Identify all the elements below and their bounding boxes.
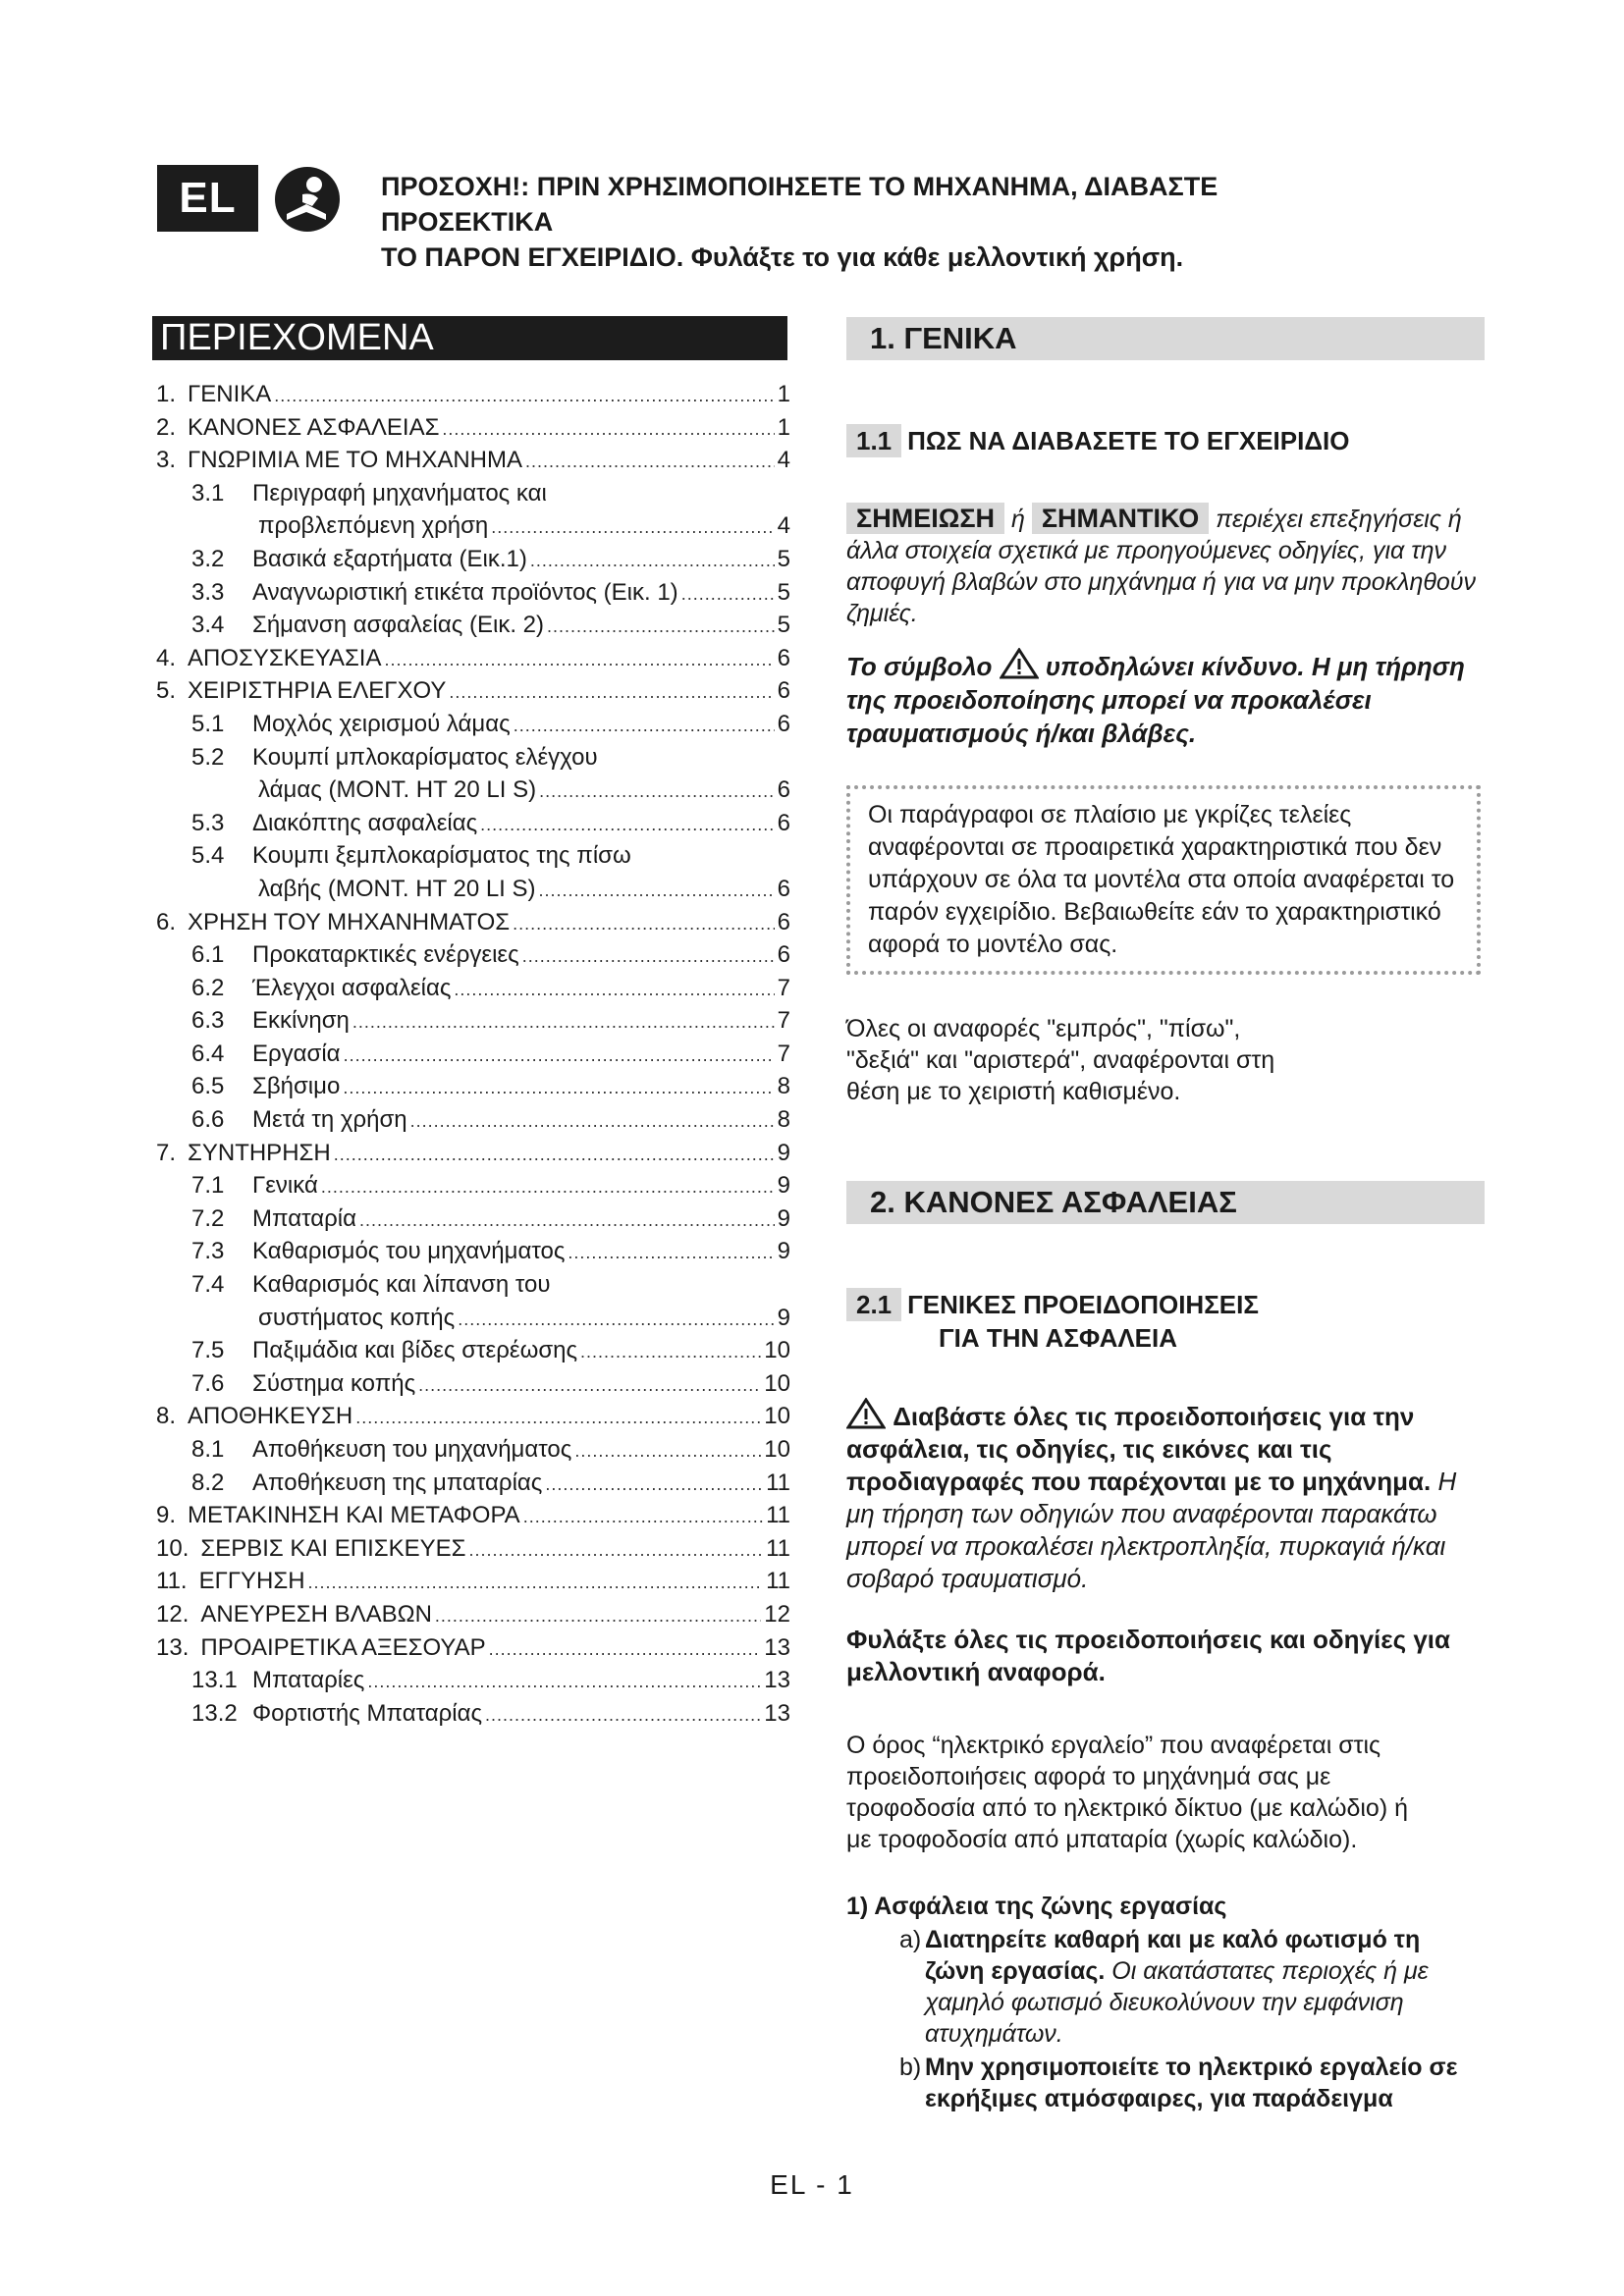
- section-1-title: 1. ΓΕΝΙΚΑ: [846, 317, 1485, 360]
- toc-entry[interactable]: [152, 1140, 790, 1173]
- toc-leader-dots: [681, 584, 775, 605]
- toc-entry-title: Προκαταρκτικές ενέργειες: [252, 941, 519, 969]
- toc-entry[interactable]: [152, 711, 790, 744]
- item-a: [846, 1924, 1485, 2050]
- toc-entry-page: 6: [777, 644, 790, 671]
- toc-entry[interactable]: [152, 1469, 790, 1503]
- toc-entry-text: [258, 1305, 455, 1332]
- toc-entry-page: 6: [777, 710, 790, 737]
- toc-entry-number: 5.3: [191, 809, 225, 836]
- toc-entry-number: 3.4: [191, 612, 225, 639]
- toc-entry-title: Κουμπι ξεμπλοκαρίσματος της πίσω: [252, 842, 631, 870]
- toc-entry-title: Μπαταρία: [252, 1204, 356, 1232]
- toc-entry-title: ΓΕΝΙΚΑ: [188, 381, 272, 407]
- toc-entry[interactable]: [152, 1305, 790, 1338]
- toc-leader-dots: [442, 419, 774, 440]
- subsection-number: 1.1: [846, 424, 901, 457]
- toc-entry-text: [156, 1140, 331, 1167]
- toc-entry-page: 6: [777, 776, 790, 804]
- toc-entry-text: [191, 810, 477, 837]
- toc-entry-title: Καθαρισμός και λίπανση του: [252, 1271, 551, 1299]
- warning-triangle-icon: [846, 1398, 886, 1429]
- toc-entry-text: [191, 1469, 542, 1497]
- toc-entry-number: 9.: [156, 1502, 177, 1529]
- subsection-1-1-heading: [846, 424, 1485, 457]
- toc-leader-dots: [522, 946, 775, 967]
- toc-entry-text: [156, 909, 510, 936]
- toc-leader-dots: [359, 1210, 775, 1231]
- toc-leader-dots: [485, 1705, 761, 1726]
- item-a-label: a): [899, 1926, 922, 1953]
- toc-entry-title: Έλεγχοι ασφαλείας: [252, 974, 452, 1001]
- toc-entry[interactable]: [152, 776, 790, 810]
- toc-leader-dots: [418, 1375, 761, 1396]
- toc-entry-title: ΣΕΡΒΙΣ ΚΑΙ ΕΠΙΣΚΕΥΕΣ: [200, 1534, 466, 1562]
- subsection-title-line1: ΓΕΝΙΚΕΣ ΠΡΟΕΙΔΟΠΟΙΗΣΕΙΣ: [907, 1290, 1259, 1319]
- toc-entry-page: 1: [777, 413, 790, 441]
- toc-entry-title: ΑΠΟΣΥΣΚΕΥΑΣΙΑ: [188, 644, 382, 671]
- toc-entry-title: Αποθήκευση του μηχανήματος: [252, 1436, 572, 1463]
- item-a-body: [925, 1924, 1485, 2050]
- toc-entry-page: 10: [764, 1337, 790, 1364]
- term-paragraph: Ο όρος “ηλεκτρικό εργαλείο” που αναφέρεται στις προειδοποιήσεις αφορά το μηχάνημά σας με τροφοδοσία από το ηλεκτρικό δίκτυο (με καλώδιο) ή με τροφοδοσία από μπαταρία (χωρίς καλώδιο).: [846, 1732, 1409, 1853]
- toc-entry-number: 8.1: [191, 1436, 225, 1463]
- toc-entry-text: [156, 677, 446, 705]
- toc-entry-page: 8: [777, 1106, 790, 1134]
- toc-entry-text: [258, 876, 536, 903]
- item-1-title: 1) Ασφάλεια της ζώνης εργασίας: [846, 1893, 1227, 1920]
- toc-entry-title: ΑΝΕΥΡΕΣΗ ΒΛΑΒΩΝ: [200, 1600, 432, 1628]
- optional-features-box-wrap: [846, 785, 1485, 975]
- toc-entry[interactable]: [152, 414, 790, 448]
- toc-entry-text: [191, 612, 544, 639]
- toc-entry-text: [191, 1106, 407, 1134]
- toc-entry[interactable]: [152, 579, 790, 613]
- toc-entry-page: 4: [777, 447, 790, 474]
- toc-entry-text: [156, 414, 439, 442]
- toc-entry-title: Μπαταρίες: [252, 1667, 365, 1694]
- note-label: ΣΗΜΕΙΩΣΗ: [846, 503, 1004, 534]
- toc-entry-text: [156, 1502, 520, 1529]
- toc-entry-page: 4: [777, 512, 790, 540]
- toc-entry[interactable]: [152, 1634, 790, 1668]
- toc-entry-page: 11: [766, 1502, 790, 1529]
- toc-entry-page: 11: [766, 1568, 790, 1595]
- symbol-post-text: υποδηλώνει κίνδυνο. Η μη τήρηση της προειδοποίησης μπορεί να προκαλέσει τραυματισμούς ή/και βλάβες.: [846, 652, 1465, 748]
- page-number: EL - 1: [770, 2169, 854, 2200]
- toc-entry-title: λαβής (ΜΟΝΤ. HT 20 LI S): [258, 875, 536, 902]
- toc-entry-text: [156, 645, 381, 672]
- toc-leader-dots: [568, 1243, 774, 1263]
- toc-entry-number: 3.2: [191, 545, 225, 572]
- toc-entry-page: 5: [777, 612, 790, 639]
- toc-entry-text: [156, 1601, 432, 1629]
- symbol-pre-text: Το σύμβολο: [846, 652, 993, 681]
- toc-entry-title: Φορτιστής Μπαταρίας: [252, 1699, 483, 1727]
- toc-entry[interactable]: [152, 1106, 790, 1140]
- toc-entry-text: [191, 711, 511, 738]
- read-warnings-italic: Η μη τήρηση των οδηγιών που αναφέρονται παρακάτω μπορεί να προκαλέσει ηλεκτροπληξία, πυρκαγιά ή/και σοβαρό τραυματισμό.: [846, 1467, 1457, 1593]
- toc-leader-dots: [308, 1573, 764, 1593]
- warning-line-1: ΠΡΟΣΟΧΗ!: ΠΡΙΝ ΧΡΗΣΙΜΟΠΟΙΗΣΕΤΕ ΤΟ ΜΗΧΑΝΗΜΑ, ΔΙΑΒΑΣΤΕ ΠΡΟΣΕΚΤΙΚΑ: [381, 172, 1218, 237]
- toc-entry-text: [191, 1436, 571, 1464]
- table-of-contents: [152, 381, 790, 1733]
- toc-entry-page: 9: [777, 1139, 790, 1166]
- toc-entry[interactable]: [152, 612, 790, 645]
- toc-entry[interactable]: [152, 975, 790, 1008]
- toc-entry-page: 9: [777, 1204, 790, 1232]
- toc-leader-dots: [344, 1045, 775, 1066]
- optional-features-box: Οι παράγραφοι σε πλαίσιο με γκρίζες τελείες αναφέρονται σε προαιρετικά χαρακτηριστικά που δεν υπάρχουν σε όλα τα μοντέλα στα οποία αναφέρεται το παρόν εγχειρίδιο. Βεβαιωθείτε εάν το χαρακτηριστικό αφορά το μοντέλο σας.: [846, 785, 1481, 975]
- toc-entry-title: Εργασία: [252, 1040, 341, 1067]
- toc-leader-dots: [525, 452, 775, 472]
- toc-entry-page: 6: [777, 941, 790, 969]
- toc-leader-dots: [458, 1309, 774, 1330]
- toc-entry[interactable]: [152, 1403, 790, 1436]
- toc-entry-text: [156, 1403, 352, 1430]
- toc-entry-number: 4.: [156, 644, 177, 671]
- toc-entry-number: 8.2: [191, 1468, 225, 1496]
- toc-entry[interactable]: [152, 1172, 790, 1205]
- toc-entry-number: 2.: [156, 413, 177, 441]
- toc-entry-text: [191, 1337, 577, 1364]
- toc-entry[interactable]: [152, 842, 790, 876]
- toc-entry-title: συστήματος κοπής: [258, 1304, 456, 1331]
- toc-entry-title: Περιγραφή μηχανήματος και: [252, 479, 547, 507]
- toc-entry-title: ΓΝΩΡΙΜΙΑ ΜΕ ΤΟ ΜΗΧΑΝΗΜΑ: [188, 447, 522, 474]
- toc-entry-title: Αναγνωριστική ετικέτα προϊόντος (Εικ. 1): [252, 578, 678, 606]
- toc-leader-dots: [355, 1408, 761, 1428]
- warning-heading: [381, 169, 1363, 275]
- subsection-title: ΠΩΣ ΝΑ ΔΙΑΒΑΣΕΤΕ ΤΟ ΕΓΧΕΙΡΙΔΙΟ: [907, 426, 1350, 455]
- toc-entry-page: 11: [766, 1468, 790, 1496]
- toc-entry-text: [191, 1041, 341, 1068]
- toc-title: ΠΕΡΙΕΧΟΜΕΝΑ: [152, 316, 787, 360]
- toc-entry-text: [156, 1634, 486, 1662]
- toc-entry[interactable]: [152, 1700, 790, 1734]
- toc-entry-number: 3.3: [191, 578, 225, 606]
- toc-entry-text: [191, 1271, 550, 1299]
- toc-leader-dots: [468, 1540, 763, 1561]
- section-1: [846, 317, 1485, 360]
- toc-entry-page: 6: [777, 908, 790, 935]
- toc-entry-number: 12.: [156, 1600, 189, 1628]
- toc-entry-page: 10: [764, 1369, 790, 1397]
- toc-entry-text: [258, 512, 488, 540]
- toc-entry-number: 5.2: [191, 743, 225, 771]
- note-rest: περιέχει: [1216, 506, 1304, 533]
- toc-leader-dots: [410, 1111, 775, 1132]
- toc-entry-text: [191, 1370, 415, 1398]
- toc-leader-dots: [513, 914, 775, 934]
- section-2: [846, 1181, 1485, 1224]
- item-b: [846, 2052, 1485, 2114]
- toc-entry-title: ΧΕΙΡΙΣΤΗΡΙΑ ΕΛΕΓΧΟΥ: [188, 677, 447, 705]
- toc-entry-number: 7.1: [191, 1172, 225, 1200]
- toc-entry-number: 7.4: [191, 1271, 225, 1299]
- toc-entry-page: 13: [764, 1667, 790, 1694]
- toc-entry-text: [258, 776, 536, 804]
- toc-entry-number: 13.2: [191, 1699, 238, 1727]
- toc-entry-text: [191, 1172, 318, 1200]
- toc-entry-title: ΕΓΓΥΗΣΗ: [198, 1568, 305, 1595]
- toc-entry-title: ΠΡΟΑΙΡΕΤΙΚΑ ΑΞΕΣΟΥΑΡ: [200, 1633, 486, 1661]
- subsection-2-1: [846, 1288, 1485, 1355]
- toc-leader-dots: [530, 551, 775, 571]
- item-a-bold: Διατηρείτε καθαρή και με καλό φωτισμό τη ζώνη εργασίας.: [925, 1926, 1421, 1985]
- toc-entry-text: [191, 1667, 364, 1694]
- toc-entry-page: 7: [777, 1007, 790, 1035]
- toc-entry-text: [191, 1007, 350, 1035]
- toc-entry[interactable]: [152, 909, 790, 942]
- toc-entry-text: [156, 1535, 465, 1563]
- toc-entry-text: [191, 546, 527, 573]
- references-paragraph: Όλες οι αναφορές "εμπρός", "πίσω", "δεξιά" και "αριστερά", αναφέρονται στη θέση με το χειριστή καθισμένο.: [846, 1015, 1275, 1105]
- toc-entry[interactable]: [152, 1238, 790, 1271]
- toc-leader-dots: [449, 682, 774, 703]
- language-badge: EL: [157, 165, 258, 232]
- important-label: ΣΗΜΑΝΤΙΚΟ: [1032, 503, 1209, 534]
- toc-entry[interactable]: [152, 546, 790, 579]
- toc-entry[interactable]: [152, 1601, 790, 1634]
- toc-entry[interactable]: [152, 1436, 790, 1469]
- work-area-safety: [846, 1891, 1485, 2114]
- toc-entry-title: Γενικά: [252, 1172, 318, 1200]
- toc-entry-title: προβλεπόμενη χρήση: [258, 512, 489, 540]
- toc-entry[interactable]: [152, 381, 790, 414]
- toc-entry[interactable]: [152, 1370, 790, 1404]
- toc-entry-title: λάμας (ΜΟΝΤ. HT 20 LI S): [258, 776, 537, 804]
- toc-entry-page: 12: [764, 1600, 790, 1628]
- toc-entry-title: Παξιμάδια και βίδες στερέωσης: [252, 1337, 578, 1364]
- toc-entry-page: 10: [764, 1403, 790, 1430]
- toc-entry-title: Διακόπτης ασφαλείας: [252, 809, 478, 836]
- read-warnings-bold: Διαβάστε όλες τις προειδοποιήσεις για την ασφάλεια, τις οδηγίες, τις εικόνες και τις προδιαγραφές που παρέχονται με το μηχάνημα.: [846, 1402, 1432, 1496]
- toc-entry-title: Εκκίνηση: [252, 1007, 350, 1035]
- toc-entry[interactable]: [152, 1271, 790, 1305]
- toc-entry-page: 11: [766, 1534, 790, 1562]
- toc-entry-text: [191, 1700, 482, 1728]
- toc-leader-dots: [454, 980, 774, 1000]
- toc-leader-dots: [480, 815, 774, 835]
- item-a-italic: Οι ακατάστατες περιοχές ή με χαμηλό φωτισμό διευκολύνουν την εμφάνιση ατυχημάτων.: [925, 1957, 1429, 2048]
- keep-warnings-paragraph: Φυλάξτε όλες τις προειδοποιήσεις και οδηγίες για μελλοντική αναφορά.: [846, 1625, 1450, 1686]
- toc-leader-dots: [491, 517, 774, 538]
- toc-leader-dots: [274, 386, 774, 406]
- toc-leader-dots: [547, 616, 775, 637]
- toc-entry[interactable]: [152, 512, 790, 546]
- toc-entry-text: [156, 381, 271, 408]
- toc-leader-dots: [384, 650, 774, 670]
- toc-entry-page: 8: [777, 1073, 790, 1100]
- toc-leader-dots: [321, 1177, 775, 1198]
- toc-entry-title: Κουμπί μπλοκαρίσματος ελέγχου: [252, 743, 598, 771]
- toc-entry-number: 13.1: [191, 1667, 238, 1694]
- toc-entry[interactable]: [152, 645, 790, 678]
- toc-entry[interactable]: [152, 1073, 790, 1106]
- read-manual-icon: [273, 165, 342, 234]
- toc-entry-text: [191, 941, 519, 969]
- toc-leader-dots: [539, 781, 775, 802]
- toc-entry-text: [191, 842, 631, 870]
- toc-entry-number: 5.1: [191, 710, 225, 737]
- toc-leader-dots: [334, 1145, 775, 1165]
- toc-entry[interactable]: [152, 447, 790, 480]
- toc-entry-page: 10: [764, 1436, 790, 1463]
- toc-leader-dots: [580, 1342, 761, 1362]
- toc-entry[interactable]: [152, 1205, 790, 1239]
- toc-entry-page: 13: [764, 1633, 790, 1661]
- toc-leader-dots: [367, 1672, 761, 1692]
- toc-entry-title: Καθαρισμός του μηχανήματος: [252, 1238, 566, 1265]
- danger-symbol-paragraph: [846, 648, 1485, 750]
- toc-entry[interactable]: [152, 1007, 790, 1041]
- toc-entry[interactable]: [152, 941, 790, 975]
- toc-entry-page: 9: [777, 1304, 790, 1331]
- toc-entry-title: Μοχλός χειρισμού λάμας: [252, 710, 511, 737]
- toc-entry-text: [191, 579, 678, 607]
- toc-entry-text: [156, 1568, 305, 1595]
- toc-entry[interactable]: [152, 876, 790, 909]
- toc-leader-dots: [435, 1606, 761, 1627]
- toc-entry-title: Σβήσιμο: [252, 1073, 341, 1100]
- toc-entry-number: 7.3: [191, 1238, 225, 1265]
- toc-entry-text: [191, 1238, 565, 1265]
- toc-entry[interactable]: [152, 480, 790, 513]
- toc-entry-title: Σύστημα κοπής: [252, 1369, 416, 1397]
- toc-entry-text: [191, 1205, 356, 1233]
- toc-entry-title: Μετά τη χρήση: [252, 1106, 407, 1134]
- toc-entry-page: 5: [777, 545, 790, 572]
- toc-entry-text: [191, 480, 547, 507]
- subsection-number: 2.1: [846, 1288, 901, 1321]
- toc-entry-title: ΧΡΗΣΗ ΤΟΥ ΜΗΧΑΝΗΜΑΤΟΣ: [188, 908, 511, 935]
- toc-entry-number: 10.: [156, 1534, 189, 1562]
- toc-entry-page: 1: [777, 381, 790, 407]
- toc-entry-number: 1.: [156, 381, 177, 407]
- toc-entry-text: [191, 1073, 340, 1100]
- toc-entry-text: [156, 447, 522, 474]
- subsection-1-1: [846, 424, 1485, 457]
- toc-entry-number: 13.: [156, 1633, 189, 1661]
- toc-entry-number: 8.: [156, 1403, 177, 1430]
- toc-entry[interactable]: [152, 1502, 790, 1535]
- note-paragraph: [846, 503, 1485, 629]
- toc-entry-page: 7: [777, 1040, 790, 1067]
- subsection-2-1-heading: [846, 1288, 1485, 1321]
- warning-line-2: ΤΟ ΠΑΡΟΝ ΕΓΧΕΙΡΙΔΙΟ. Φυλάξτε το για κάθε μελλοντική χρήση.: [381, 242, 1184, 272]
- toc-leader-dots: [539, 881, 775, 901]
- toc-entry-number: 7.: [156, 1139, 177, 1166]
- toc-entry-number: 6.2: [191, 974, 225, 1001]
- toc-entry[interactable]: [152, 1667, 790, 1700]
- toc-entry-number: 5.: [156, 677, 177, 705]
- toc-entry-title: Αποθήκευση της μπαταρίας: [252, 1468, 543, 1496]
- toc-entry-title: ΑΠΟΘΗΚΕΥΣΗ: [188, 1403, 353, 1430]
- toc-entry-number: 7.5: [191, 1337, 225, 1364]
- toc-entry-number: 3.: [156, 447, 177, 474]
- toc-leader-dots: [352, 1012, 775, 1033]
- toc-entry-page: 6: [777, 875, 790, 902]
- toc-entry-title: Βασικά εξαρτήματα (Εικ.1): [252, 545, 527, 572]
- toc-entry-number: 6.: [156, 908, 177, 935]
- toc-entry-number: 11.: [156, 1568, 188, 1595]
- toc-entry[interactable]: [152, 1337, 790, 1370]
- toc-entry-page: 7: [777, 974, 790, 1001]
- toc-leader-dots: [514, 716, 775, 736]
- toc-entry-text: [191, 744, 598, 772]
- toc-entry-page: 5: [777, 578, 790, 606]
- toc-entry-title: ΚΑΝΟΝΕΣ ΑΣΦΑΛΕΙΑΣ: [188, 413, 440, 441]
- toc-entry-number: 6.1: [191, 941, 225, 969]
- toc-entry-number: 5.4: [191, 842, 225, 870]
- toc-entry[interactable]: [152, 677, 790, 711]
- toc-leader-dots: [574, 1441, 761, 1462]
- toc-leader-dots: [489, 1639, 762, 1660]
- section-2-title: 2. ΚΑΝΟΝΕΣ ΑΣΦΑΛΕΙΑΣ: [846, 1181, 1485, 1224]
- toc-entry-title: Σήμανση ασφαλείας (Εικ. 2): [252, 612, 544, 639]
- toc-leader-dots: [343, 1078, 774, 1098]
- toc-entry-page: 6: [777, 809, 790, 836]
- toc-entry-number: 7.6: [191, 1369, 225, 1397]
- or-word: ή: [1011, 506, 1025, 533]
- toc-entry-number: 7.2: [191, 1204, 225, 1232]
- toc-entry-title: ΣΥΝΤΗΡΗΣΗ: [188, 1139, 331, 1166]
- toc-entry-number: 6.6: [191, 1106, 225, 1134]
- toc-entry[interactable]: [152, 1535, 790, 1569]
- toc-leader-dots: [523, 1507, 763, 1527]
- subsection-title-line2: ΓΙΑ ΤΗΝ ΑΣΦΑΛΕΙΑ: [939, 1323, 1178, 1353]
- toc-entry-number: 6.3: [191, 1007, 225, 1035]
- toc-entry-page: 9: [777, 1172, 790, 1200]
- toc-entry-number: 3.1: [191, 479, 225, 507]
- toc-entry-page: 6: [777, 677, 790, 705]
- toc-entry-title: ΜΕΤΑΚΙΝΗΣΗ ΚΑΙ ΜΕΤΑΦΟΡΑ: [188, 1502, 520, 1529]
- toc-entry-text: [191, 975, 451, 1002]
- toc-entry[interactable]: [152, 810, 790, 843]
- toc-entry[interactable]: [152, 1041, 790, 1074]
- toc-entry-page: 13: [764, 1699, 790, 1727]
- toc-entry-number: 6.4: [191, 1040, 225, 1067]
- toc-entry[interactable]: [152, 744, 790, 777]
- note-text: επεξηγήσεις ή άλλα στοιχεία σχετικά με προηγούμενες οδηγίες, για την αποφυγή βλαβών στο μηχάνημα ή για να μην προκληθούν ζημιές.: [846, 506, 1477, 627]
- toc-entry[interactable]: [152, 1568, 790, 1601]
- read-warnings-paragraph: [846, 1398, 1485, 1595]
- warning-triangle-icon: [1000, 648, 1039, 679]
- item-b-bold: Μην χρησιμοποιείτε το ηλεκτρικό εργαλείο σε εκρήξιμες ατμόσφαιρες, για παράδειγμα: [925, 2054, 1458, 2112]
- item-b-label: b): [899, 2054, 922, 2081]
- toc-leader-dots: [545, 1474, 763, 1495]
- toc-entry-number: 6.5: [191, 1073, 225, 1100]
- toc-entry-page: 9: [777, 1238, 790, 1265]
